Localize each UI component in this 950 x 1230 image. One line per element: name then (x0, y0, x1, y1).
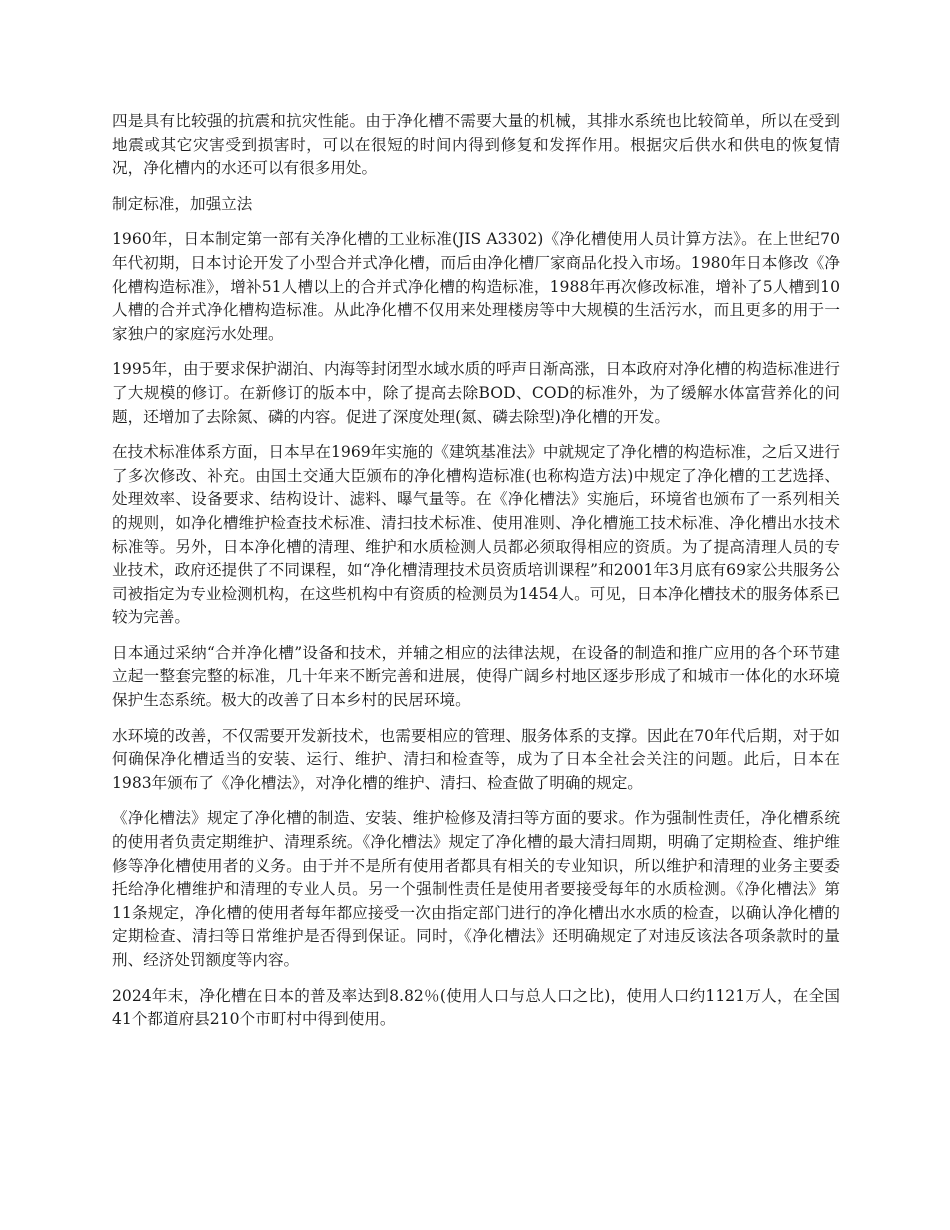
section-heading-standards: 制定标准，加强立法 (112, 194, 253, 213)
paragraph-disaster-resistance: 四是具有比较强的抗震和抗灾性能。由于净化槽不需要大量的机械，其排水系统也比较简单，所以在受到地震或其它灾害受到损害时，可以在很短的时间内得到修复和发挥作用。根据灾后供水和供电的恢复情况，净化槽内的水还可以有很多用处。 (112, 112, 840, 178)
paragraph-combined-septic: 日本通过采纳“合并净化槽”设备和技术，并辅之相应的法律法规，在设备的制造和推广应用的各个环节建立起一整套完整的标准，几十年来不断完善和进展，使得广阔乡村地区逐步形成了和城市一体化的水环境保护生态系统。极大的改善了日本乡村的民居环境。 (112, 643, 840, 710)
paragraph-1960-standard: 1960年，日本制定第一部有关净化槽的工业标准(JIS A3302)《净化槽使用人员计算方法》。在上世纪70年代初期，日本讨论开发了小型合并式净化槽，而后由净化槽厂家商品化投入市场。1980年日本修改《净化槽构造标准》，增补51人槽以上的合并式净化槽的构造标准，1988年再次修改标准，增补了5人槽到10人槽的合并式净化槽构造标准。从此净化槽不仅用来处理楼房等中大规模的生活污水，而且更多的用于一家独户的家庭污水处理。 (112, 230, 840, 343)
document-body (112, 110, 840, 1044)
paragraph-technical-standards: 在技术标准体系方面，日本早在1969年实施的《建筑基准法》中就规定了净化槽的构造标准，之后又进行了多次修改、补充。由国土交通大臣颁布的净化槽构造标准(也称构造方法)中规定了净化槽的工艺选择、处理效率、设备要求、结构设计、滤料、曝气量等。在《净化槽法》实施后，环境省也颁布了一系列相关的规则，如净化槽维护检查技术标准、清扫技术标准、使用准则、净化槽施工技术标准、净化槽出水技术标准等。另外，日本净化槽的清理、维护和水质检测人员都必须取得相应的资质。为了提高清理人员的专业技术，政府还提供了不同课程，如“净化槽清理技术员资质培训课程”和2001年3月底有69家公共服务公司被指定为专业检测机构，在这些机构中有资质的检测员为1454人。可见，日本净化槽技术的服务体系已较为完善。 (112, 443, 840, 627)
paragraph-2024-stats: 2024年末，净化槽在日本的普及率达到8.82％(使用人口与总人口之比)，使用人口约1121万人，在全国41个都道府县210个市町村中得到使用。 (112, 986, 840, 1029)
paragraph-1995-revision: 1995年，由于要求保护湖泊、内海等封闭型水域水质的呼声日渐高涨，日本政府对净化槽的构造标准进行了大规模的修订。在新修订的版本中，除了提高去除BOD、COD的标准外，为了缓解水体富营养化的问题，还增加了去除氮、磷的内容。促进了深度处理(氮、磷去除型)净化槽的开发。 (112, 360, 840, 426)
paragraph-septic-law: 《净化槽法》规定了净化槽的制造、安装、维护检修及清扫等方面的要求。作为强制性责任，净化槽系统的使用者负责定期维护、清理系统。《净化槽法》规定了净化槽的最大清扫周期，明确了定期检查、维护维修等净化槽使用者的义务。由于并不是所有使用者都具有相关的专业知识，所以维护和清理的业务主要委托给净化槽维护和清理的专业人员。另一个强制性责任是使用者要接受每年的水质检测。《净化槽法》第11条规定，净化槽的使用者每年都应接受一次由指定部门进行的净化槽出水水质的检查，以确认净化槽的定期检查、清扫等日常维护是否得到保证。同时，《净化槽法》还明确规定了对违反该法各项条款时的量刑、经济处罚额度等内容。 (112, 809, 840, 969)
paragraph-water-environment: 水环境的改善，不仅需要开发新技术，也需要相应的管理、服务体系的支撑。因此在70年代后期，对于如何确保净化槽适当的安装、运行、维护、清扫和检查等，成为了日本全社会关注的问题。此后，日本在1983年颁布了《净化槽法》，对净化槽的维护、清扫、检查做了明确的规定。 (112, 726, 840, 792)
